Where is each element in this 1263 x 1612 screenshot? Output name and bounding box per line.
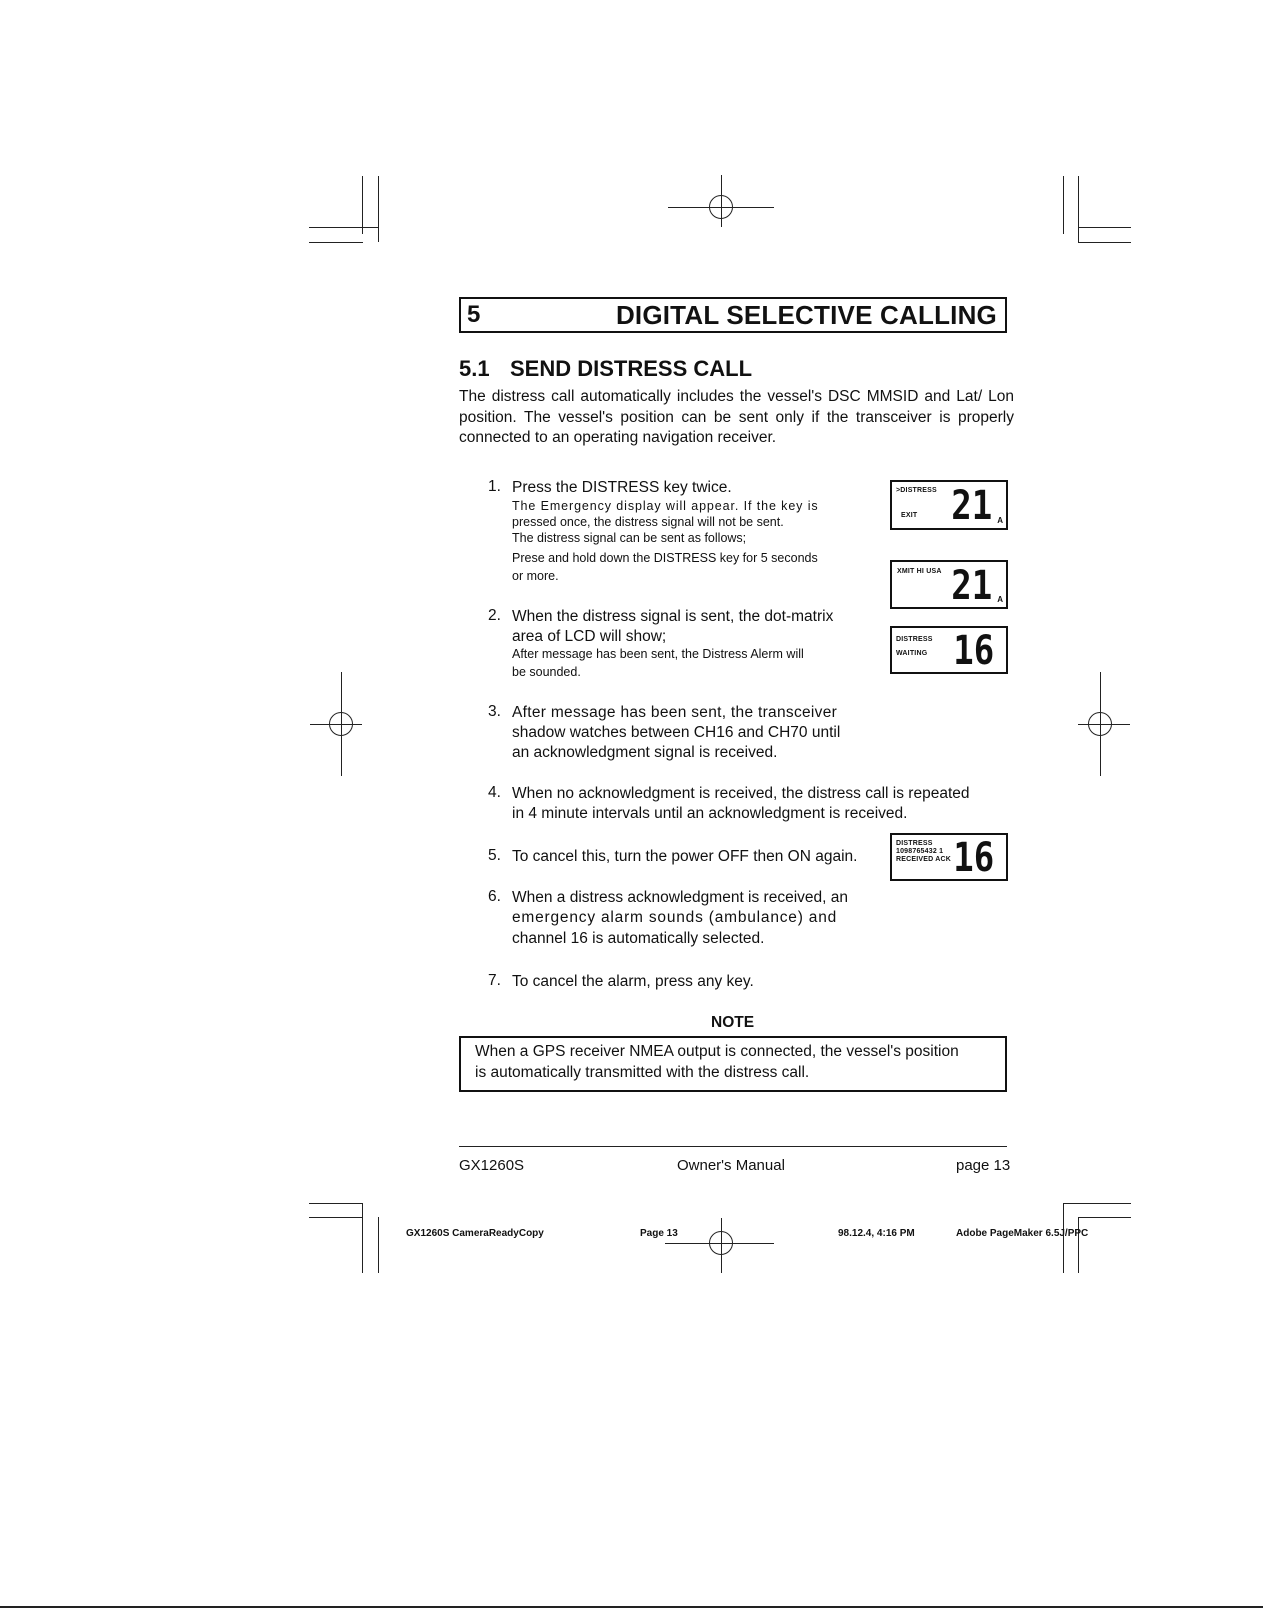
- subsection-title: SEND DISTRESS CALL: [510, 356, 753, 381]
- step-text: To cancel this, turn the power OFF then ON again.: [512, 848, 858, 865]
- step-text: emergency alarm sounds (ambulance) and: [512, 909, 838, 926]
- lcd-channel-digits: 21: [951, 563, 992, 609]
- lcd-channel-digits: 16: [953, 835, 994, 881]
- step-text: channel 16 is automatically selected.: [512, 930, 765, 947]
- lcd-suffix: A: [997, 516, 1003, 525]
- step-text: in 4 minute intervals until an acknowledgment is received.: [512, 805, 908, 822]
- lcd-line: DISTRESS: [896, 840, 933, 847]
- step-text: area of LCD will show;: [512, 628, 667, 645]
- section-header: [459, 297, 1007, 333]
- step-detail: The distress signal can be sent as follows;: [512, 531, 747, 545]
- step-number: 3.: [488, 703, 501, 720]
- step-text: When no acknowledgment is received, the distress call is repeated: [512, 785, 970, 802]
- lcd-line: XMIT HI USA: [897, 568, 942, 575]
- step-text: When a distress acknowledgment is received, an: [512, 889, 848, 906]
- lcd-line: 1098765432 1: [896, 848, 944, 855]
- step-number: 4.: [488, 784, 501, 801]
- footer-manual: Owner's Manual: [677, 1157, 785, 1174]
- intro-paragraph: The distress call automatically includes the vessel's DSC MMSID and Lat/ Lon position. The vessel's position can be sent only if the transceiver is properly connected to an operating navigation receiver.: [459, 388, 1014, 446]
- step-number: 1.: [488, 478, 501, 495]
- step-number: 7.: [488, 972, 501, 989]
- section-title: DIGITAL SELECTIVE CALLING: [615, 300, 997, 330]
- step-text: After message has been sent, the transceiver: [512, 704, 838, 721]
- lcd-display-transmit: [890, 560, 1008, 609]
- lcd-display-waiting: [890, 626, 1008, 674]
- step-detail: be sounded.: [512, 665, 581, 679]
- subsection-number: 5.1: [459, 356, 490, 381]
- note-box: [459, 1036, 1007, 1092]
- footer-page: page 13: [956, 1157, 1011, 1174]
- subsection-heading: [459, 356, 752, 382]
- slug-page: Page 13: [640, 1228, 678, 1239]
- slug-file: GX1260S CameraReadyCopy: [406, 1228, 544, 1239]
- lcd-suffix: A: [997, 595, 1003, 604]
- note-title: NOTE: [711, 1014, 755, 1031]
- step-text: Press the DISTRESS key twice.: [512, 479, 732, 496]
- step-detail: or more.: [512, 569, 559, 583]
- lcd-line: WAITING: [896, 650, 928, 657]
- lcd-line: EXIT: [901, 512, 918, 519]
- step-detail: The Emergency display will appear. If the key is: [512, 499, 819, 513]
- lcd-channel-digits: 16: [953, 628, 994, 674]
- step-text: shadow watches between CH16 and CH70 until: [512, 724, 841, 741]
- lcd-display-received-ack: [890, 833, 1008, 881]
- lcd-line: >DISTRESS: [896, 487, 937, 494]
- scan-edge: [0, 1606, 1263, 1608]
- section-number: 5: [467, 301, 481, 328]
- slug-app: Adobe PageMaker 6.5J/PPC: [956, 1228, 1089, 1239]
- step-text: When the distress signal is sent, the dot-matrix: [512, 608, 834, 625]
- slug-date: 98.12.4, 4:16 PM: [838, 1228, 915, 1239]
- footer-rule: [459, 1146, 1007, 1147]
- step-number: 2.: [488, 607, 501, 624]
- lcd-line: RECEIVED ACK: [896, 856, 952, 863]
- step-detail: After message has been sent, the Distress Alerm will: [512, 647, 804, 661]
- footer-model: GX1260S: [459, 1157, 525, 1174]
- step-detail: Prese and hold down the DISTRESS key for 5 seconds: [512, 551, 818, 565]
- lcd-channel-digits: 21: [951, 483, 992, 529]
- step-number: 6.: [488, 888, 501, 905]
- step-number: 5.: [488, 847, 501, 864]
- step-text: an acknowledgment signal is received.: [512, 744, 778, 761]
- lcd-line: DISTRESS: [896, 636, 933, 643]
- note-text: When a GPS receiver NMEA output is connected, the vessel's position: [475, 1043, 959, 1060]
- note-text: is automatically transmitted with the distress call.: [475, 1063, 810, 1081]
- lcd-display-emergency: [890, 480, 1008, 530]
- step-detail: pressed once, the distress signal will not be sent.: [512, 515, 784, 529]
- step-text: To cancel the alarm, press any key.: [512, 973, 754, 990]
